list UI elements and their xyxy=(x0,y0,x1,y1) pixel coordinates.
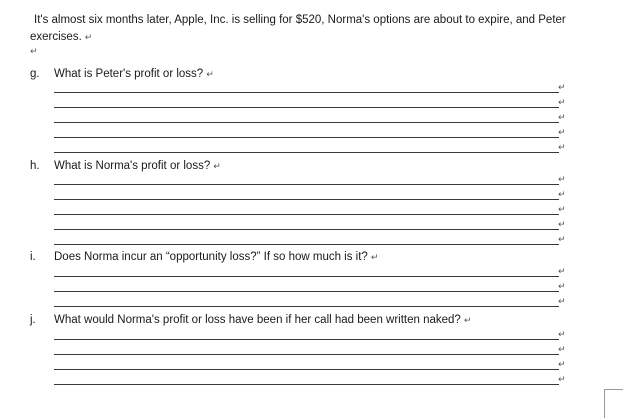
paragraph-mark-icon: ↵ xyxy=(558,374,566,384)
intro-paragraph xyxy=(30,12,615,46)
question-letter: g. xyxy=(30,68,40,80)
paragraph-mark-icon: ↵ xyxy=(84,32,93,42)
paragraph-mark-icon: ↵ xyxy=(463,315,472,325)
intro-line-2: exercises. ↵ xyxy=(30,31,93,43)
paragraph-mark-icon: ↵ xyxy=(558,112,566,122)
paragraph-mark-icon: ↵ xyxy=(558,359,566,369)
answer-line[interactable] xyxy=(54,276,559,277)
question-text: What is Norma's profit or loss? xyxy=(54,160,211,172)
paragraph-mark-icon: ↵ xyxy=(558,174,566,184)
paragraph-mark-icon: ↵ xyxy=(558,142,566,152)
question-text: Does Norma incur an “opportunity loss?” If so how much is it? xyxy=(54,251,368,263)
paragraph-mark-icon: ↵ xyxy=(558,204,566,214)
answer-line[interactable] xyxy=(54,354,559,355)
answer-line[interactable] xyxy=(54,199,559,200)
answer-line[interactable] xyxy=(54,214,559,215)
question-h xyxy=(30,159,590,173)
paragraph-mark-icon: ↵ xyxy=(558,296,566,306)
paragraph-mark-icon: ↵ xyxy=(558,281,566,291)
answer-line[interactable] xyxy=(54,184,559,185)
paragraph-mark-icon: ↵ xyxy=(206,69,214,79)
paragraph-mark-icon: ↵ xyxy=(558,82,566,92)
question-g xyxy=(30,67,590,81)
question-j xyxy=(30,313,590,327)
answer-line[interactable] xyxy=(54,122,559,123)
page-corner-marker xyxy=(604,389,623,418)
paragraph-mark-icon: ↵ xyxy=(213,161,221,171)
paragraph-mark-icon: ↵ xyxy=(558,266,566,276)
answer-line[interactable] xyxy=(54,229,559,230)
paragraph-mark-icon: ↵ xyxy=(558,127,566,137)
answer-line[interactable] xyxy=(54,291,559,292)
answer-line[interactable] xyxy=(54,306,559,307)
paragraph-mark-icon: ↵ xyxy=(558,234,566,244)
question-text: What would Norma's profit or loss have been if her call had been written naked? xyxy=(54,314,461,326)
question-letter: h. xyxy=(30,160,40,172)
answer-line[interactable] xyxy=(54,384,559,385)
paragraph-mark-icon: ↵ xyxy=(558,329,566,339)
paragraph-mark-icon: ↵ xyxy=(558,219,566,229)
question-i xyxy=(30,250,590,264)
answer-line[interactable] xyxy=(54,137,559,138)
answer-line[interactable] xyxy=(54,107,559,108)
intro-line-1: It's almost six months later, Apple, Inc. is selling for $520, Norma's options are about to expire, and Peter xyxy=(34,14,566,26)
answer-line[interactable] xyxy=(54,369,559,370)
paragraph-mark-icon: ↵ xyxy=(558,344,566,354)
answer-line[interactable] xyxy=(54,244,559,245)
answer-line[interactable] xyxy=(54,152,559,153)
answer-line[interactable] xyxy=(54,339,559,340)
question-letter: i. xyxy=(30,251,36,263)
answer-line[interactable] xyxy=(54,92,559,93)
paragraph-mark-icon: ↵ xyxy=(370,252,379,262)
question-letter: j. xyxy=(30,314,36,326)
paragraph-mark-icon: ↵ xyxy=(30,46,38,56)
paragraph-mark-icon: ↵ xyxy=(558,189,566,199)
question-text: What is Peter's profit or loss? xyxy=(54,68,204,80)
paragraph-mark-icon: ↵ xyxy=(558,97,566,107)
